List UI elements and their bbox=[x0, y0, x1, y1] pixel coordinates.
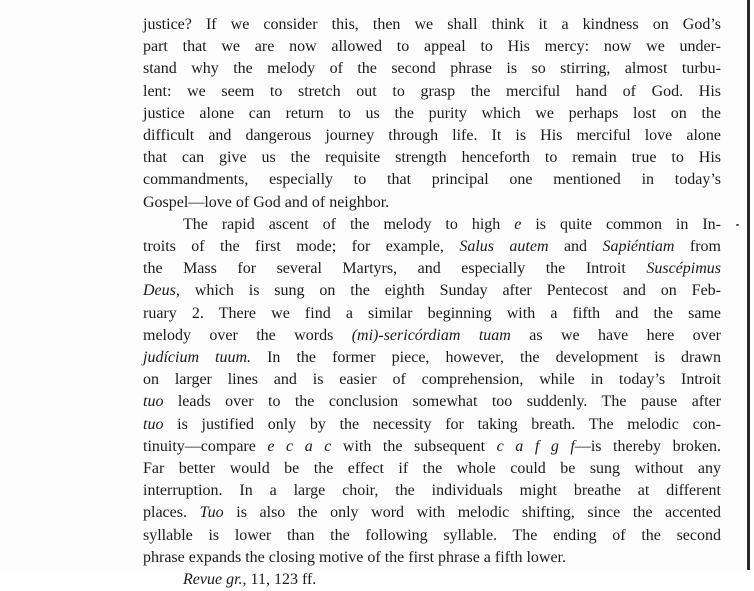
italic-text: tuo bbox=[143, 393, 164, 411]
text-run: and bbox=[548, 238, 603, 256]
text-line bbox=[143, 236, 721, 258]
italic-text: Sapiéntiam bbox=[602, 238, 675, 256]
text-line: phrase expands the closing motive of the first phrase a fifth lower. bbox=[143, 548, 566, 566]
italic-text: judícium tuum. bbox=[143, 349, 252, 367]
text-line bbox=[143, 280, 721, 302]
text-line bbox=[143, 325, 721, 347]
text-line: justice alone can return to us the purity which we perhaps lost on the bbox=[143, 104, 721, 122]
italic-text: e c a c bbox=[267, 437, 332, 455]
body-text bbox=[143, 14, 721, 591]
text-run: leads over to the conclusion somewhat too suddenly. The pause after bbox=[163, 393, 721, 411]
text-run: from bbox=[674, 238, 722, 256]
text-line: commandments, especially to that principal one mentioned in today’s bbox=[143, 171, 721, 189]
text-line: stand why the melody of the second phrase is so stirring, almost turbu- bbox=[143, 60, 721, 78]
text-run: places. bbox=[143, 504, 200, 522]
text-line: ruary 2. There we find a similar beginning with a fifth and the same bbox=[143, 304, 721, 322]
scan-edge-border bbox=[747, 0, 750, 570]
text-run: The rapid ascent of the melody to high bbox=[183, 215, 515, 233]
italic-text: Tuo bbox=[199, 504, 224, 522]
text-line bbox=[143, 391, 721, 413]
paragraph-2 bbox=[143, 214, 721, 569]
text-run: as we have here over bbox=[510, 326, 722, 344]
citation-source: Revue gr., bbox=[183, 571, 247, 589]
text-run: melody over the words bbox=[143, 326, 352, 344]
italic-text: e bbox=[514, 215, 522, 233]
italic-text: Salus autem bbox=[459, 238, 549, 256]
italic-text: (mi)-sericórdiam tuam bbox=[351, 326, 511, 344]
italic-text: tuo bbox=[143, 415, 164, 433]
text-line: part that we are now allowed to appeal to His mercy: now we under- bbox=[143, 38, 721, 56]
text-run: troits of the first mode; for example, bbox=[143, 238, 460, 256]
text-line bbox=[143, 258, 721, 280]
text-line: interruption. In a large choir, the individuals might breathe at different bbox=[143, 482, 721, 500]
italic-text: Suscépimus bbox=[646, 260, 721, 278]
text-line: syllable is lower than the following syllable. The ending of the second bbox=[143, 526, 721, 544]
text-line bbox=[143, 436, 721, 458]
text-run: with the subsequent bbox=[331, 437, 497, 455]
text-line bbox=[143, 214, 721, 236]
text-line: difficult and dangerous journey through life. It is His merciful love alone bbox=[143, 127, 721, 145]
text-line: that can give us the requisite strength henceforth to remain true to His bbox=[143, 149, 721, 167]
text-run: tinuity—compare bbox=[143, 437, 268, 455]
text-run: the Mass for several Martyrs, and especially the Introit bbox=[143, 260, 647, 278]
text-line bbox=[143, 347, 721, 369]
text-line: lent: we seem to stretch out to grasp the merciful hand of God. His bbox=[143, 82, 721, 100]
text-line: Far better would be the effect if the whole could be sung without any bbox=[143, 460, 721, 478]
citation-reference: 11, 123 ff. bbox=[246, 571, 317, 589]
text-line bbox=[143, 502, 721, 524]
italic-text: Deus, bbox=[143, 282, 180, 300]
paragraph-1 bbox=[143, 14, 721, 214]
text-run: —is thereby broken. bbox=[574, 437, 721, 455]
text-run: is quite common in In- bbox=[521, 215, 721, 233]
citation bbox=[143, 569, 721, 591]
text-run: which is sung on the eighth Sunday after Pentecost and on Feb- bbox=[179, 282, 721, 300]
text-run: is also the only word with melodic shifting, since the accented bbox=[223, 504, 721, 522]
text-line: justice? If we consider this, then we shall think it a kindness on God’s bbox=[143, 16, 721, 33]
text-line: on larger lines and is easier of comprehension, while in today’s Introit bbox=[143, 371, 721, 389]
scan-speck bbox=[736, 224, 739, 226]
text-line bbox=[143, 414, 721, 436]
text-run: is justified only by the necessity for taking breath. The melodic con- bbox=[163, 415, 721, 433]
text-line: Gospel—love of God and of neighbor. bbox=[143, 193, 390, 211]
italic-text: c a f g f bbox=[496, 437, 575, 455]
text-run: In the former piece, however, the development is drawn bbox=[251, 349, 721, 367]
